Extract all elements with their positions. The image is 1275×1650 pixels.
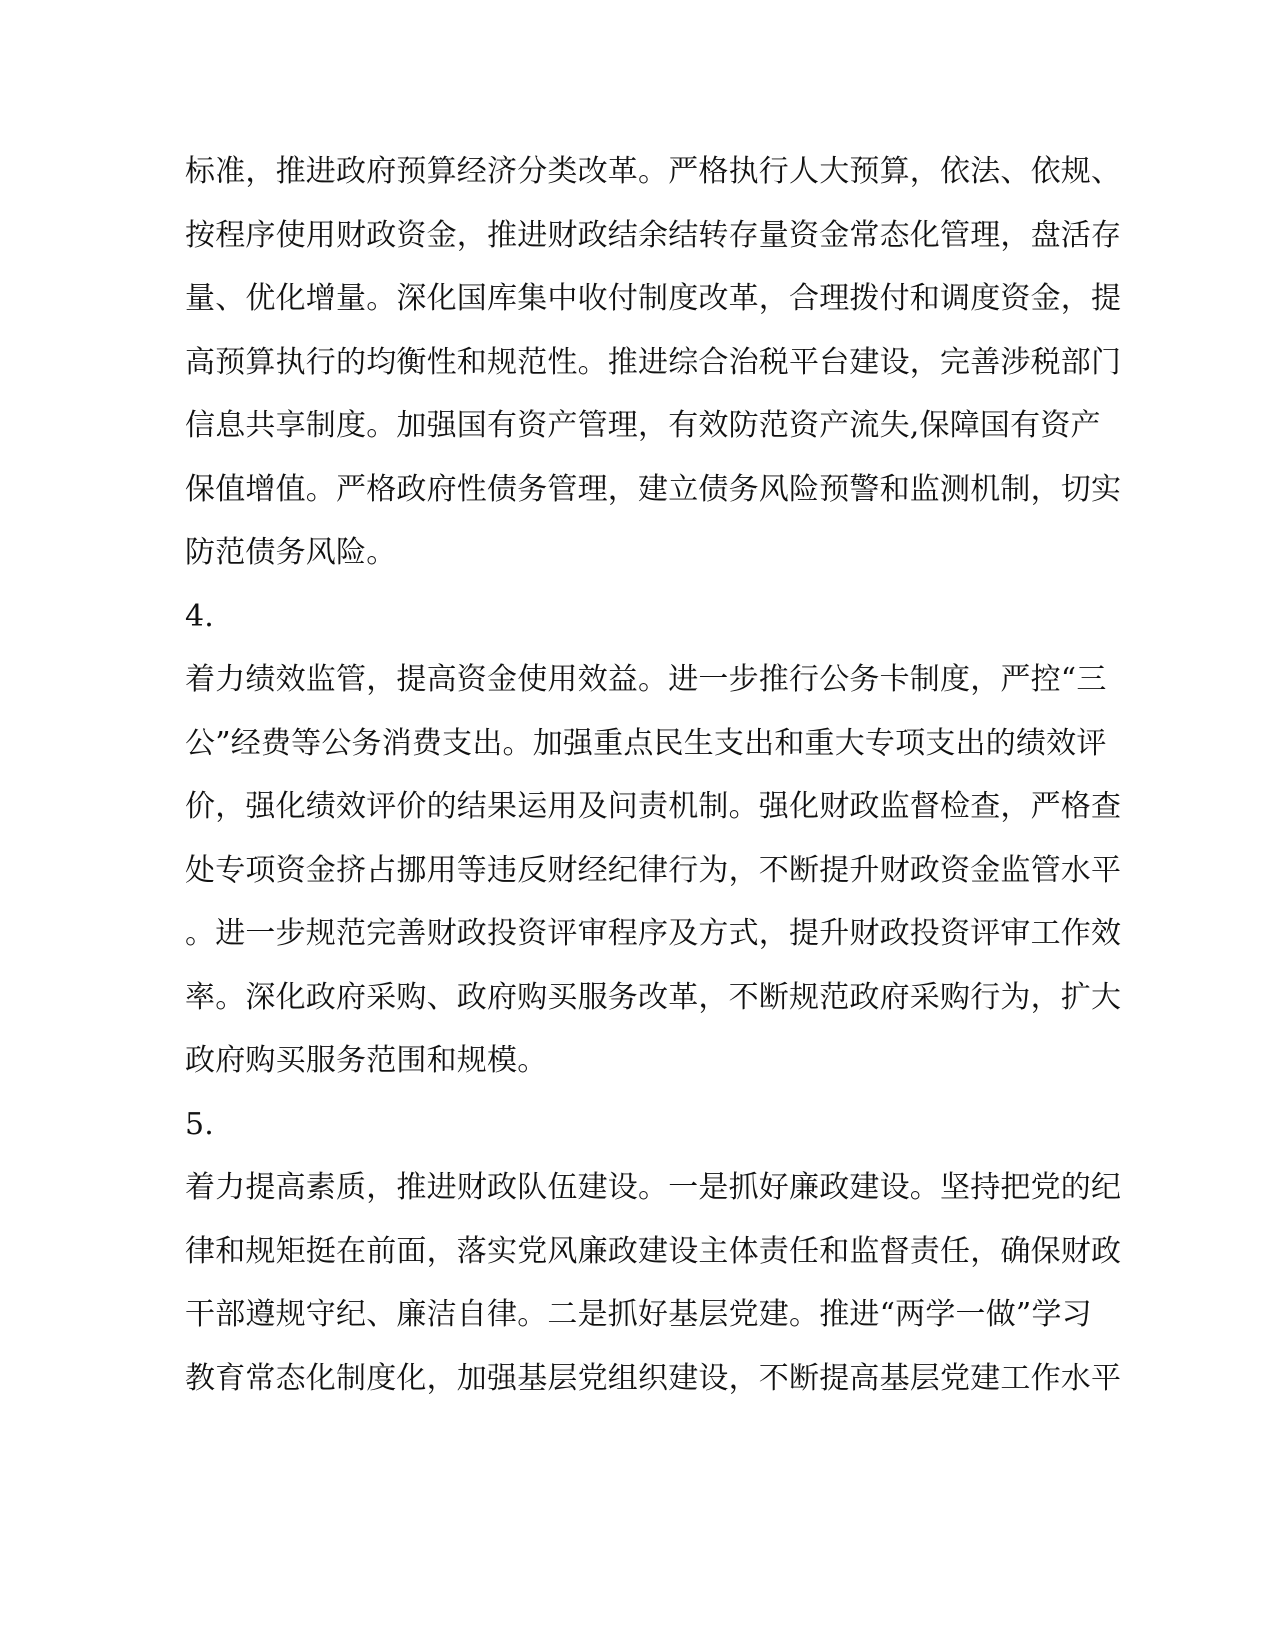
text-line: 律和规矩挺在前面，落实党风廉政建设主体责任和监督责任，确保财政 xyxy=(185,1233,1122,1269)
text-line: 处专项资金挤占挪用等违反财经纪律行为，不断提升财政资金监管水平 xyxy=(185,852,1122,888)
text-line: 率。深化政府采购、政府购买服务改革，不断规范政府采购行为，扩大 xyxy=(185,979,1122,1015)
text-line: 保值增值。严格政府性债务管理，建立债务风险预警和监测机制，切实 xyxy=(185,471,1122,507)
section-number: 5. xyxy=(185,1106,215,1142)
text-line: 着力提高素质，推进财政队伍建设。一是抓好廉政建设。坚持把党的纪 xyxy=(185,1170,1122,1205)
text-line: 公”经费等公务消费支出。加强重点民生支出和重大专项支出的绩效评 xyxy=(185,725,1107,761)
text-line: 教育常态化制度化，加强基层党组织建设，不断提高基层党建工作水平 xyxy=(185,1360,1122,1396)
text-line: 防范债务风险。 xyxy=(185,535,397,570)
text-line: 干部遵规守纪、廉洁自律。二是抓好基层党建。推进“两学一做”学习 xyxy=(185,1297,1092,1332)
text-line: 价，强化绩效评价的结果运用及问责机制。强化财政监督检查，严格查 xyxy=(185,789,1122,824)
text-line: 标准，推进政府预算经济分类改革。严格执行人大预算，依法、依规、 xyxy=(185,154,1122,189)
text-line: 高预算执行的均衡性和规范性。推进综合治税平台建设，完善涉税部门 xyxy=(185,344,1122,380)
text-line: 。进一步规范完善财政投资评审程序及方式，提升财政投资评审工作效 xyxy=(185,916,1122,951)
text-line: 量、优化增量。深化国库集中收付制度改革，合理拨付和调度资金，提 xyxy=(185,281,1122,316)
text-line: 着力绩效监管，提高资金使用效益。进一步推行公务卡制度，严控“三 xyxy=(185,662,1107,697)
body-text xyxy=(185,140,1122,1410)
text-line: 政府购买服务范围和规模。 xyxy=(185,1043,548,1078)
section-number: 4. xyxy=(185,598,215,634)
text-line: 信息共享制度。加强国有资产管理，有效防范资产流失,保障国有资产 xyxy=(185,408,1101,443)
text-line: 按程序使用财政资金，推进财政结余结转存量资金常态化管理，盘活存 xyxy=(185,217,1122,253)
